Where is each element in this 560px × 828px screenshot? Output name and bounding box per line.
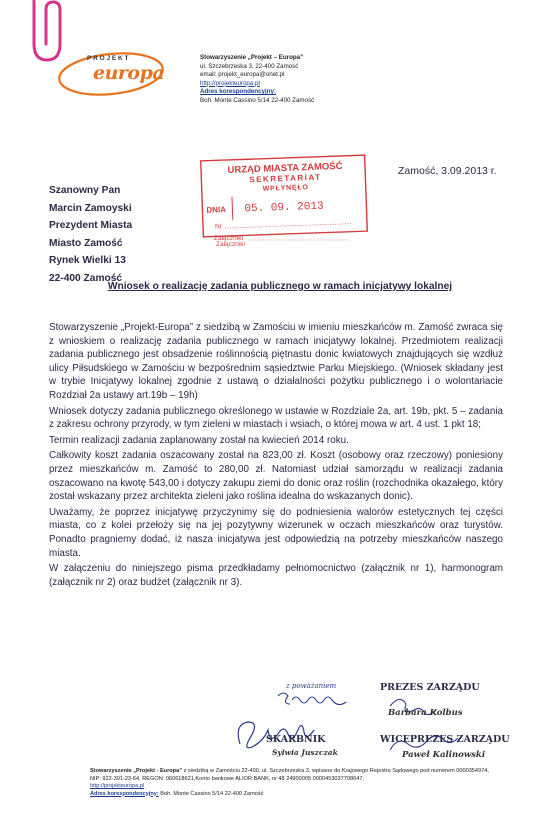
letter-body xyxy=(49,321,503,589)
recipient-line: Szanowny Pan xyxy=(49,185,121,196)
org-email: email: projekt_europa@onet.pl xyxy=(200,71,285,79)
stamp-line2: SEKRETARIAT xyxy=(249,172,322,185)
body-paragraph: Uważamy, że poprzez inicjatywę przyczynimy się do podniesienia walorów estetycznych tej części miasta, co z kolei przełoży się na jej pozytywny wizerunek w oczach mieszkańców oraz turystów. Ponadto pragniemy dodać, iż nasza inicjatywa jest odpowiedzią na potrzeby mieszkańców naszego miasta. xyxy=(49,506,503,559)
stamp-attachments-text: Załączniki xyxy=(214,235,243,242)
prezes-label: PREZES ZARZĄDU xyxy=(380,682,480,693)
body-paragraph: Wniosek dotyczy zadania publicznego określonego w ustawie w Rozdziale 2a, art. 19b, pkt. 5 – zadania z zakresu ochrony przyrody, w tym zieleni w miastach i wsiach, o której mowa w art. 4 ust. 1 pkt 18; xyxy=(49,405,503,431)
recipient-line: Prezydent Miasta xyxy=(49,220,133,231)
wiceprezes-name: Paweł Kalinowski xyxy=(402,750,486,760)
letter-footer xyxy=(90,768,500,798)
org-header xyxy=(200,54,314,106)
footer-line xyxy=(90,768,500,783)
footer-web-link[interactable]: http://projekteuropa.pl xyxy=(90,783,145,789)
signature-area xyxy=(220,684,510,764)
stamp-date: 05. 09. 2013 xyxy=(244,200,324,216)
stamp-attachments-label: Załączniki xyxy=(216,241,245,248)
body-paragraph: Termin realizacji zadania zaplanowany został na kwiecień 2014 roku. xyxy=(49,434,349,446)
letter-date: Zamość, 3.09.2013 r. xyxy=(398,165,497,177)
org-web-link[interactable]: http://projekteuropa.pl xyxy=(200,79,260,87)
body-paragraph: Całkowity koszt zadania oszacowany został na 823,00 zł. Koszt (osobowy oraz rzeczowy) poniesiony przez mieszkańców m. Zamość to 280,00 zł. Natomiast udział samorządu w realizacji zadania oszacowano na kwotę 543,00 i dotyczy zakupu ziemi do donic oraz roślin (rozchodnika okazałego, który został wskazany przez architekta zieleni jako roślina idealna do wskazanych donic). xyxy=(49,450,503,503)
logo-big-text: europa xyxy=(93,62,165,84)
handwritten-note: z poważaniem xyxy=(286,682,337,690)
org-correspondence-label: Adres korespondencyjny: xyxy=(200,88,276,96)
footer-correspondence-label: Adres korespondencyjny: xyxy=(90,790,159,797)
recipient-line: Marcin Zamoyski xyxy=(49,202,132,214)
skarbnik-name: Sylwia Juszczak xyxy=(272,748,338,757)
stamp-line3: WPŁYNĘŁO xyxy=(262,184,309,193)
body-paragraph: Stowarzyszenie „Projekt-Europa” z siedzibą w Zamościu w imieniu mieszkańców m. Zamość zwraca się z wnioskiem o realizację zadania publicznego w ramach inicjatywy lokalnej. Przedmiotem realizacji zadania publicznego jest obsadzenie roślinnością piętnastu donic kwiatowych znajdujących się wzdłuż ulicy Piłsudskiego w Zamościu w bezpośrednim sąsiedztwie Parku Miejskiego. (Wniosek składany jest w trybie Inicjatywy lokalnej zgodnie z ustawą o działalności pożytku publicznego i o wolontariacie Rozdział 2a ustawy art.19b – 19h) xyxy=(49,322,503,401)
recipient-block xyxy=(49,182,132,287)
recipient-line: Rynek Wielki 13 xyxy=(49,255,126,266)
letter-subject: Wniosek o realizację zadania publicznego w ramach inicjatywy lokalnej xyxy=(107,281,453,292)
footer-registration: z siedzibą w Zamościu 22-400, ul. Szczebrzeska 3, wpisane do Krajowego Rejestru Sądowego pod numerem 0000354974, NIP: 922-301-23-64, REGON: 060618621,Konto bankowe ALIOR BANK, nr 48 24900005 0000453037708647, xyxy=(90,768,489,782)
body-paragraph: W załączeniu do niniejszego pisma przedkładamy pełnomocnictwo (załącznik nr 1), harmonogram (załącznik nr 2) oraz budżet (załącznik nr 3). xyxy=(49,563,503,588)
footer-org-name: Stowarzyszenie „Projekt - Europa” xyxy=(90,768,183,774)
recipient-line: 22-400 Zamość xyxy=(49,272,123,284)
recipient-line: Miasto Zamość xyxy=(49,237,123,249)
org-street: ul. Szczebrzeska 3, 22-400 Zamość xyxy=(200,62,299,70)
footer-correspondence-address: Boh. Monte Cassino 5/14 22-400 Zamość xyxy=(158,790,264,797)
logo xyxy=(55,48,165,106)
footer-correspondence xyxy=(90,791,500,799)
prezes-name: Barbara Kolbus xyxy=(388,708,463,718)
org-correspondence-address: Boh. Monte Cassino 5/14 22-400 Zamość xyxy=(200,96,315,104)
stamp-attachments-row xyxy=(200,232,368,248)
skarbnik-label: SKARBNIK xyxy=(266,734,326,745)
logo-small-text: PROJEKT xyxy=(87,55,131,62)
stamp-line1: URZĄD MIASTA ZAMOŚĆ xyxy=(227,160,343,176)
stamp-dnia-label: DNIA xyxy=(206,205,227,215)
stamp-nr-label: Nr xyxy=(214,223,223,231)
wiceprezes-label: WICEPREZES ZARZĄDU xyxy=(380,734,510,745)
received-stamp xyxy=(200,156,368,248)
org-name: Stowarzyszenie „Projekt – Europa” xyxy=(200,54,304,61)
